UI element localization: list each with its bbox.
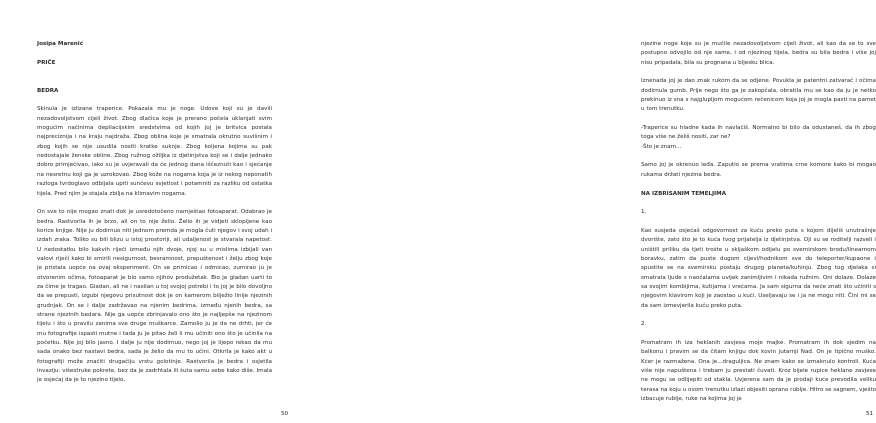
paragraph: On sve to nije mogao znati dok je usredotočeno namještao fotoaparat. Odabrao je bedra. Rastvorila ih je brzo, ali on to nije želio. Želio ih je vidjeti sklopljene kao korice knjige. Nije ju dodirnuo niti jednom premda je mogla čuti njegov i svoj udah i izdah zraka. Toliko su bili blizu u istoj prostoriji, ali udaljenost je stvarala napetost. U nedostatku bilo kakvih riječi između njih dvoje, njoj su u mislima izbijali van valovi riječi kako bi smirili nesigurnost, besramnost, prepuštenost i želju zbog koje je pristala uopće na ovaj eksperiment. On se primicao i odmicao, zumirao ju je otvorenim očima, fotoaparat je bio samo njihov produžetak. Bio je gladan uarti to za čime je tragao. Gladan, ali ne i nasilan u toj svojoj potrebi i to joj je bilo dovoljno da se prepusti, izgubi njegovu prisutnost dok je on kamerom bilježio linije njezinih grudnjak. On se i dalje zadržavao na njenim bedrima, između njenih bedra, sa strane njezinih bedara. Nije ga uopće zbrinjavalo ono što je najljepše na njezinom tijelu i što u pravilu zanima sve druge muškarce. Zamolio ju je da ne drhti, jer će mu fotografije ispasti mutne i tada ju je pitao želi li mu učiniti ono što je učinila na početku. Nije joj bilo jasno. I dalje ju nije dodirnuo, nego joj je lijepo rekao da mu sada onako bez nastavi bedra, sada je želio da mu to učini. Otkrila je kako akt u fotografiji može značiti drugačiju vrstu golotinje. Rastvorila je bedra i osjetila invaziju: višestruke pokrete, bez da je zadrhtala ili šuta samu sebe kako diše. Imala je osjećaj da je to njezino tijelo,: [37, 209, 272, 384]
paragraph: Promatram ih iza heklanih zavjesa moje majke. Promatram ih dok sjedim na balkonu i pravim se da čitam knjigu dok kovin jutarnji Nad. On je tipično muško. Kćer je razmažena. Ona je...draguljica. Ne znam kako se izmaknulo kontroli. Kuća više nije napuštena i trebam ju prestati čuvati. Kroz bijele rupice heklane zavjese ne mogu se odlijepiti od stakla. Uvjerena sam da je prodaji kuće prevodila veliku terasa na koju u ovom trenutku izlazi objesiti oprano rublje. Hitro se sagnem, vješto izbacuje rublje, ruke na kojima joj je: [641, 340, 876, 403]
right-page: [300, 0, 876, 423]
author-name: Josipa Marenić: [37, 41, 84, 47]
dialogue-line: -Traperice su hladne kada ih navlačiš. Normalno bi bilo da odustaneš, da ih zbog toga više ne želiš nositi, zar ne?: [641, 125, 876, 141]
paragraph: Kao susjeda osjećaš odgovornost za kuću preko puta s kojom dijeliš unutrašnje dvorište, zato što je to kuća tvog prijatelja iz djetinjstva. Oji su se roditelji razveli i uništili priliku da tjeti trošte u skijaškom odijelu po svemirskom brodu/linearnom boravku, zatim da puste dugom cijevi/hodnikom sve do teleporter/kupaone i spustite se na svemirsku postaju drugog planeta/kuhinju. Zbog tog djelaka si smatrala ljude s naočalama uvijek zanimljivim i nikada ružnim. Oni dolaze. Dolaze sa svojim kombijima, kutijama i vrećama. Ja sam sigurna da neće znati što učiniti s njegovim klavirom koji je zaostao u kući. Useljavaju se i ja ne mogu niti. Čini mi se da sam izmevjerila kuću preko puta.: [641, 227, 876, 309]
paragraph: Skinula je izlizane traperice. Pokazala mu je noge. Udove koji su je davili nezadovoljstvom cijeli život. Zbog dlačica koje je prerano počela uklanjati svim mogućim načinima depilacijskim sredstvima od kojih joj je britvica postala najpreciznija i na kraju najdraža. Zbog oblina koje je smatrala okrutno suvišnim i zbog kojih se nije usudila nositi kratke suknje. Zbog koljena kojima su pak nedostajale ženske obline. Zbog ružnog ožiljka iz djetinjstva koji se i dalje jednako dobro primjećivao, iako su je uvjeravali da će jednog dana iščeznuti kao i sjećanje na nesretnu koji ga je uzrokovao. Zbog kože na nogama koja je iz nekog neponatih razloga tvrdoglavo odbijala upiti sunčevu svjetlost i potamniti za razliku od ostatka tijela. Pred njim je stajala zbilja na klimavim nogama.: [37, 106, 272, 197]
book-title: PRIČE: [37, 59, 56, 66]
dialogue-line: -Što je znam...: [641, 143, 682, 150]
page-number-left: 50: [281, 411, 289, 417]
story-title: BEDRA: [37, 87, 59, 94]
left-page-text: [37, 40, 272, 395]
paragraph: njezine noge koje su je mučile nezadovoljstvom cijeli život, ali kao da se to sve postupno odvojilo od nje same, i od njezinog tijela, bedra su bila bedra i više joj nisu pripadala, bila su prognana u bljesku blica.: [641, 41, 876, 66]
section-number-2: 2.: [641, 321, 647, 328]
page-number-right: 51: [866, 411, 874, 417]
paragraph: Iznenada joj je dao znak rukom da se odjene. Povukla je patentni zatvarač i očima dodirnula gumb. Prije nego što ga je zakopčala, obratila mu se kao da ju je netko prekinuo iz sna s najglupljom mogućom rečenicom koja joj je mogla pasti na pamet u tom trenutku.: [641, 78, 876, 113]
right-page-text: [641, 40, 876, 414]
section-title: NA IZBRISANIM TEMELJIMA: [641, 190, 727, 197]
paragraph: Samo joj je okrenuo leđa. Zaputio se prema vratima crne komore kako bi mogao rukama držati njezina bedra.: [641, 162, 876, 178]
section-number-1: 1.: [641, 209, 647, 216]
left-page: [0, 0, 300, 423]
